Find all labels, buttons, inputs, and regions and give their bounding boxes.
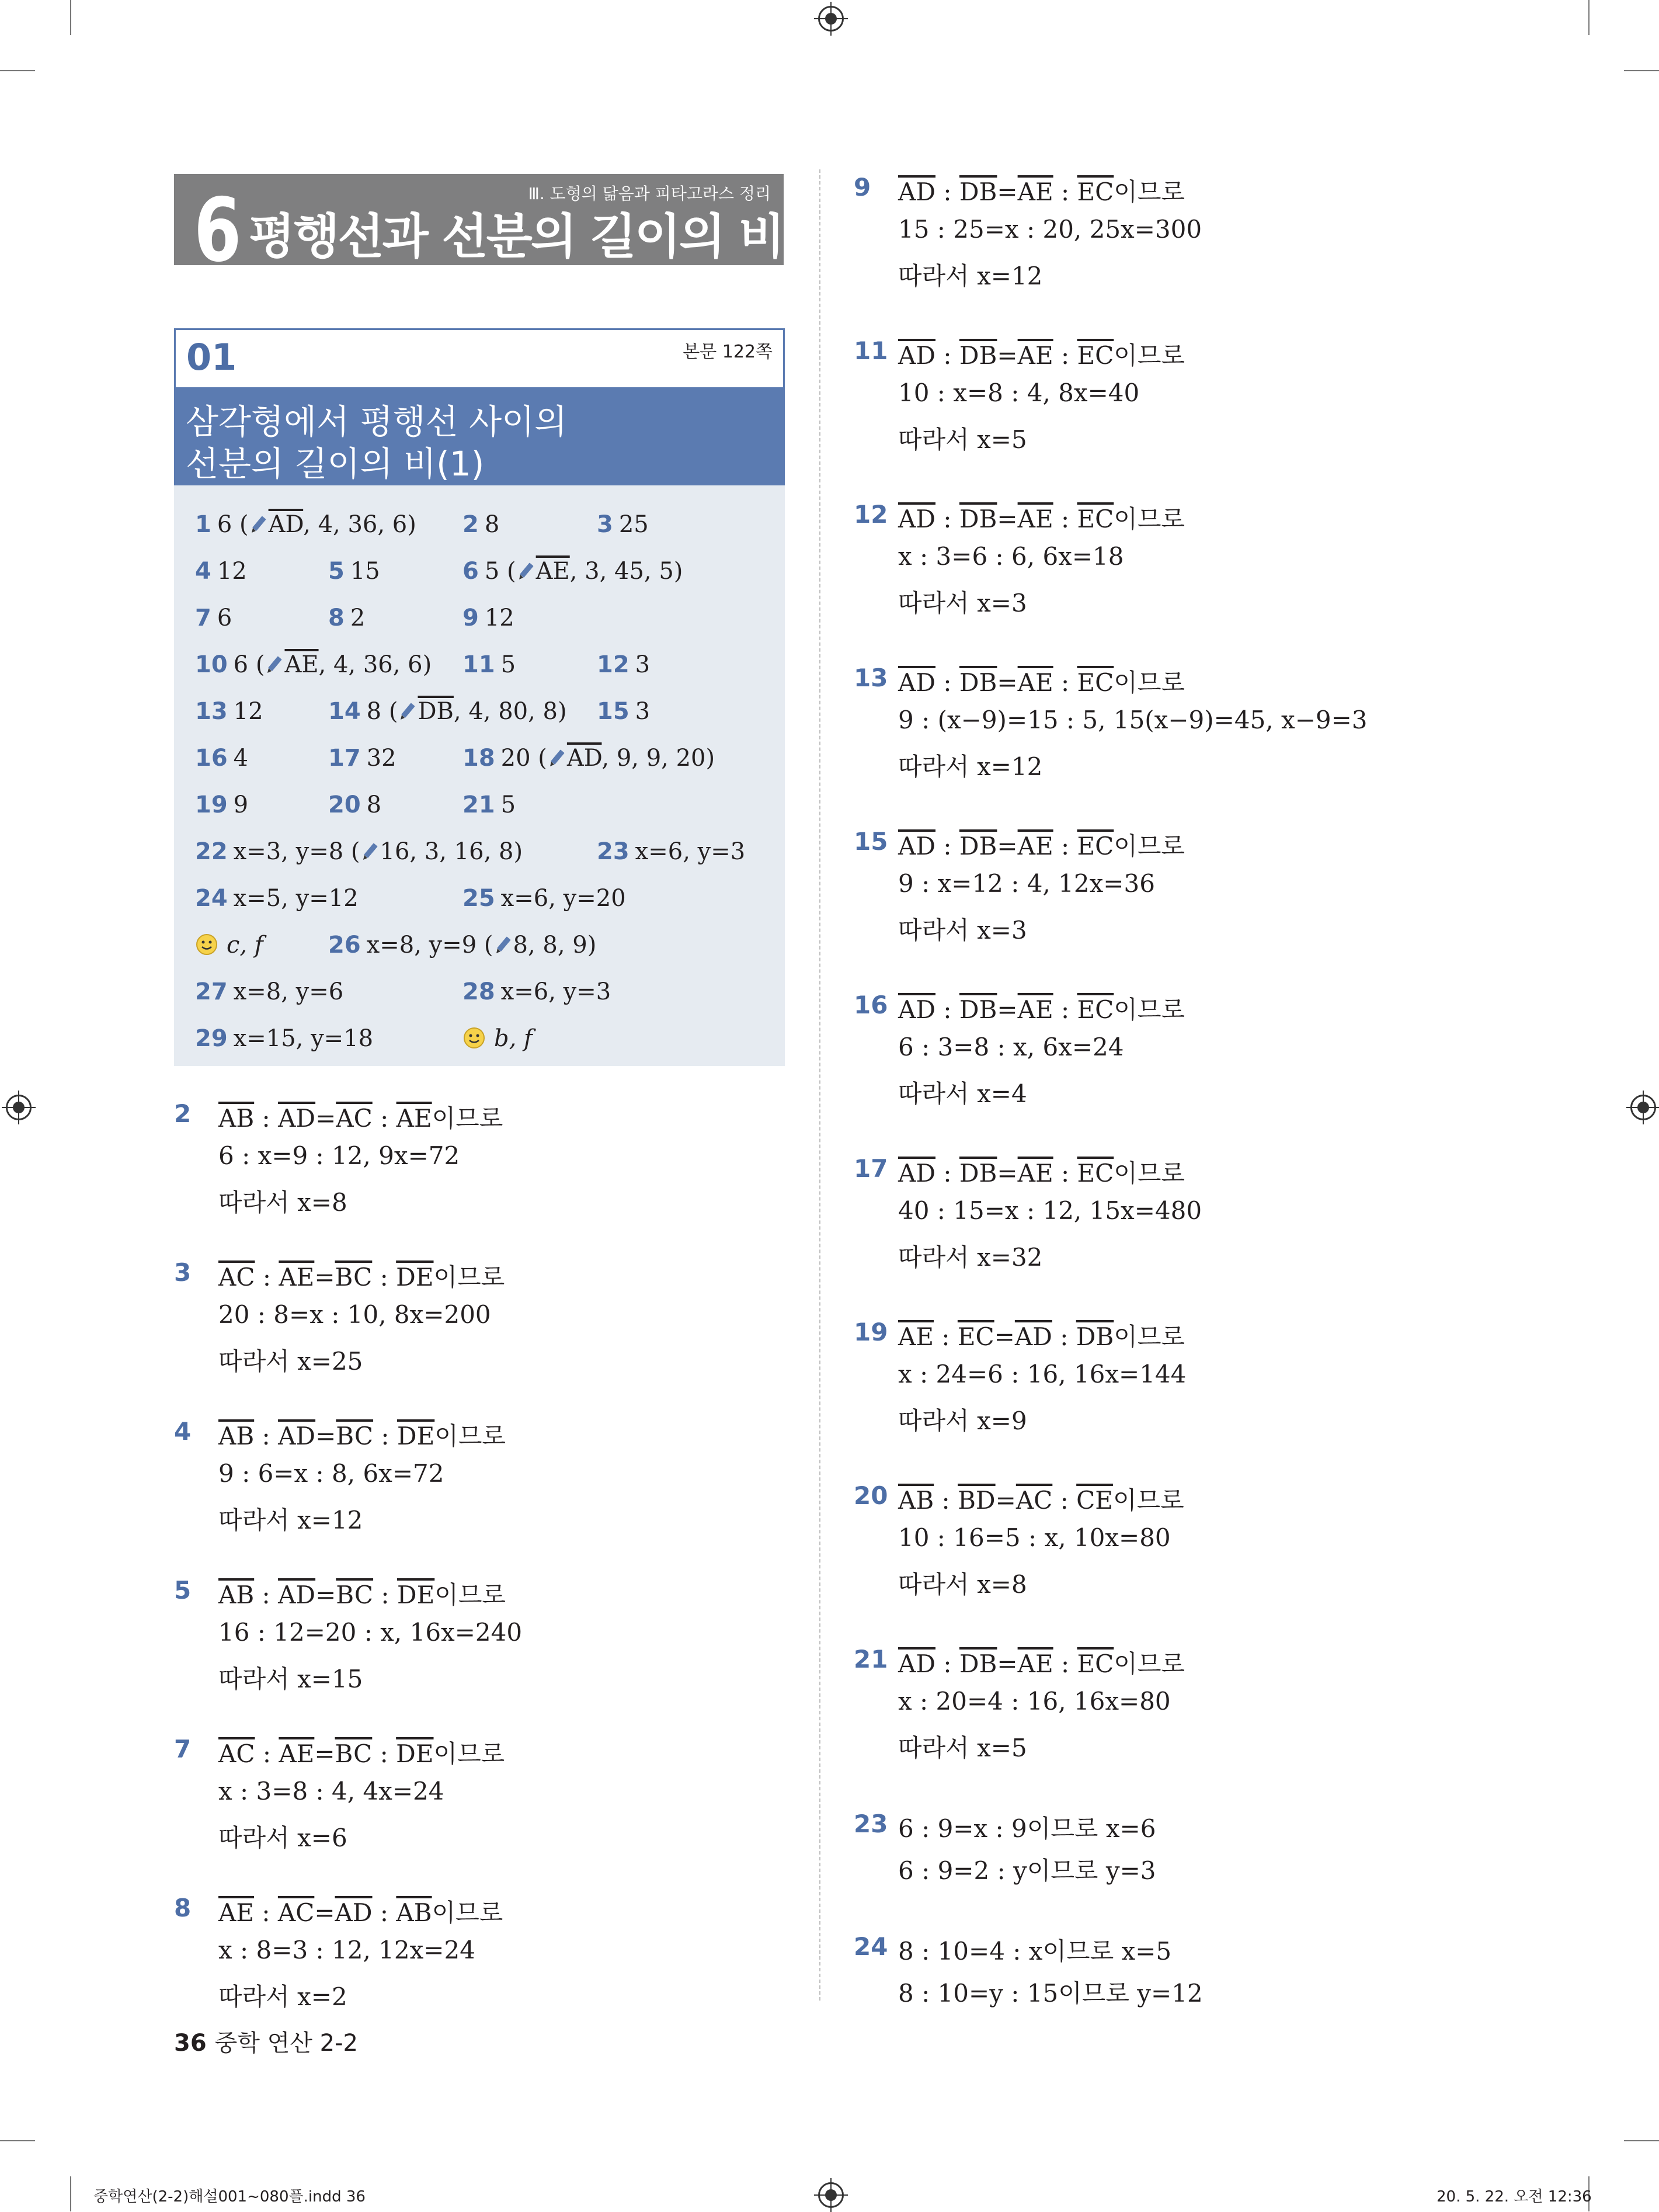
solution-line1: $\overline{AC}$ : $\overline{AE}=\overline{BC}$ : $\overline{DE}$이므로 [218,1739,505,1768]
solution-line2: 15 : 25=x : 20, 25x=300 [898,215,1202,244]
solution-line2: x : 3=6 : 6, 6x=18 [898,542,1124,571]
solution-line1: $\overline{AB}$ : $\overline{AD}=\overline{BC}$ : $\overline{DE}$이므로 [218,1581,506,1609]
answer-item: 28 x=6, y=3 [462,978,611,1005]
crop-mark [70,0,71,35]
chapter-title: 평행선과 선분의 길이의 비 [249,209,783,265]
pencil-icon [547,748,567,768]
solution-line1: $\overline{AB}$ : $\overline{AD}=\overline{AC}$ : $\overline{AE}$이므로 [218,1104,503,1133]
answer-item: 27 x=8, y=6 [195,978,344,1005]
solution-line1: $\overline{AB}$ : $\overline{AD}=\overline{BC}$ : $\overline{DE}$이므로 [218,1422,506,1450]
answer-item: 13 12 [195,698,263,725]
answer-box-header [174,328,785,389]
chapter-number: 6 [194,180,242,282]
page-number: 36 [174,2030,207,2057]
answer-item: 2 8 [462,511,500,538]
solution-number: 15 [854,827,888,856]
solution-number: 19 [854,1318,888,1346]
answer-box-title [174,387,785,485]
solution-line1: $\overline{AD}$ : $\overline{DB}=\overline{AE}$ : $\overline{EC}$이므로 [898,1650,1185,1678]
print-slug-date: 20. 5. 22. 오전 12:36 [1437,2188,1592,2206]
solution-line1: $\overline{AD}$ : $\overline{DB}=\overline{AE}$ : $\overline{EC}$이므로 [898,1159,1185,1187]
answer-item: 4 12 [195,558,247,585]
answer-item: 12 3 [597,651,651,678]
solution-line3: 따라서 x=12 [898,752,1043,781]
answer-item: 19 9 [195,791,249,818]
solution-number: 8 [174,1894,192,1922]
solution-line3: 따라서 x=6 [218,1824,347,1852]
solution-line3: 따라서 x=12 [218,1506,363,1534]
print-slug-file: 중학연산(2-2)해설001~080플.indd 36 [93,2188,366,2206]
registration-mark-icon [1630,1095,1656,1120]
solution-line3: 따라서 x=5 [898,1734,1027,1762]
solution-line3: 따라서 x=8 [218,1188,347,1217]
solution-line2: 9 : 6=x : 8, 6x=72 [218,1459,444,1488]
solution-line2: 6 : 3=8 : x, 6x=24 [898,1033,1124,1061]
solution-number: 21 [854,1645,888,1673]
answer-item: 7 6 [195,605,232,631]
solution-line1: $\overline{AD}$ : $\overline{DB}=\overline{AE}$ : $\overline{EC}$이므로 [898,832,1185,860]
solution-line1: $\overline{AD}$ : $\overline{DB}=\overline{AE}$ : $\overline{EC}$이므로 [898,995,1185,1024]
page-footer [174,2025,358,2058]
column-divider [819,169,820,2001]
pencil-icon [516,561,536,581]
answer-item: 8 2 [328,605,366,631]
solution-line3: 따라서 x=9 [898,1407,1027,1435]
solution-line1: $\overline{AD}$ : $\overline{DB}=\overline{AE}$ : $\overline{EC}$이므로 [898,341,1185,370]
box-number: 01 [186,336,237,378]
answer-item: 6 5 ( $\overline{AE}$, 3, 45, 5) [462,558,683,585]
registration-mark-icon [6,1095,32,1120]
box-title-line2: 선분의 길이의 비(1) [186,444,485,484]
answer-item: 1 6 ( $\overline{AD}$, 4, 36, 6) [195,511,416,538]
answer-item: 24 x=5, y=12 [195,885,359,912]
solution-line3: 따라서 x=15 [218,1665,363,1693]
solution-line3: 따라서 x=32 [898,1243,1043,1272]
answer-item: 21 5 [462,791,516,818]
box-title-line1: 삼각형에서 평행선 사이의 [186,402,568,442]
answer-item: b, f [462,1025,533,1052]
answer-item: 15 3 [597,698,651,725]
section-tag: Ⅲ. 도형의 닮음과 피타고라스 정리 [528,184,771,203]
solution-number: 7 [174,1735,192,1763]
answer-item: 9 12 [462,605,514,631]
solution-number: 16 [854,991,888,1019]
solution-line3: 따라서 x=3 [898,589,1027,617]
solution-number: 9 [854,173,871,202]
solution-line1: $\overline{AC}$ : $\overline{AE}=\overline{BC}$ : $\overline{DE}$이므로 [218,1263,505,1291]
answer-item: 10 6 ( $\overline{AE}$, 4, 36, 6) [195,651,432,678]
solution-line3: 따라서 x=8 [898,1570,1027,1599]
smiley-icon [462,1026,486,1050]
answer-item: 26 x=8, y=9 ( 8, 8, 9) [328,932,597,959]
answer-item: 17 32 [328,745,397,772]
solution-line2: 20 : 8=x : 10, 8x=200 [218,1300,491,1329]
answer-item: 29 x=15, y=18 [195,1025,374,1052]
solution-line2: 40 : 15=x : 12, 15x=480 [898,1196,1202,1225]
answer-item: 14 8 ( $\overline{DB}$, 4, 80, 8) [328,698,567,725]
solution-line3: 따라서 x=5 [898,425,1027,454]
answer-item: 3 25 [597,511,649,538]
solution-line2: 6 : x=9 : 12, 9x=72 [218,1141,460,1170]
solution-line2: 9 : (x−9)=15 : 5, 15(x−9)=45, x−9=3 [898,706,1368,734]
crop-mark [1624,2140,1659,2141]
solution-line1: $\overline{AB}$ : $\overline{BD}=\overline{AC}$ : $\overline{CE}$이므로 [898,1486,1184,1515]
solution-number: 11 [854,336,888,365]
registration-mark-icon [818,2182,844,2208]
solution-number: 17 [854,1154,888,1183]
pencil-icon [249,515,269,534]
answer-item: c, f [195,932,263,959]
solution-number: 20 [854,1481,888,1510]
solution-line1: $\overline{AE}$ : $\overline{EC}=\overline{AD}$ : $\overline{DB}$이므로 [898,1322,1185,1351]
answer-key [174,485,785,1066]
page-reference: 본문 122쪽 [683,342,773,362]
crop-mark [0,2140,35,2141]
pencil-icon [398,702,418,721]
solution-line1: $\overline{AD}$ : $\overline{DB}=\overline{AE}$ : $\overline{EC}$이므로 [898,505,1185,533]
book-title: 중학 연산 2-2 [214,2030,358,2057]
solution-number: 12 [854,500,888,529]
solution-number: 2 [174,1099,192,1128]
solution-line1: $\overline{AD}$ : $\overline{DB}=\overline{AE}$ : $\overline{EC}$이므로 [898,178,1185,206]
solution-line2: x : 24=6 : 16, 16x=144 [898,1360,1187,1388]
solution-line3: 따라서 x=25 [218,1347,363,1376]
solution-line2: 9 : x=12 : 4, 12x=36 [898,869,1155,898]
solution-line2: x : 8=3 : 12, 12x=24 [218,1936,475,1964]
pencil-icon [265,655,284,675]
solution-line3: 따라서 x=4 [898,1079,1027,1108]
solution-line2: x : 3=8 : 4, 4x=24 [218,1777,444,1805]
solution-line3: 따라서 x=12 [898,262,1043,290]
chapter-banner [174,174,784,282]
registration-mark-icon [818,6,844,32]
solution-line2: x : 20=4 : 16, 16x=80 [898,1687,1171,1716]
solution-line1: $\overline{AD}$ : $\overline{DB}=\overline{AE}$ : $\overline{EC}$이므로 [898,668,1185,697]
solution-line2: 10 : x=8 : 4, 8x=40 [898,378,1140,407]
answer-item: 22 x=3, y=8 ( 16, 3, 16, 8) [195,838,523,865]
answer-item: 23 x=6, y=3 [597,838,746,865]
solution-line2: 10 : 16=5 : x, 10x=80 [898,1523,1171,1552]
answer-item: 20 8 [328,791,382,818]
solution-line2: 16 : 12=20 : x, 16x=240 [218,1618,523,1647]
crop-mark [1624,70,1659,71]
pencil-icon [493,935,513,955]
answer-item: 16 4 [195,745,249,772]
solution-number: 5 [174,1576,192,1605]
solution-number: 3 [174,1258,192,1287]
answer-item: 5 15 [328,558,380,585]
smiley-icon [195,933,218,956]
solution-line3: 따라서 x=2 [218,1982,347,2011]
answer-item: 25 x=6, y=20 [462,885,626,912]
pencil-icon [360,842,380,862]
answer-item: 11 5 [462,651,516,678]
solution-line3: 따라서 x=3 [898,916,1027,944]
solution-number: 13 [854,664,888,692]
answer-item: 18 20 ( $\overline{AD}$, 9, 9, 20) [462,745,715,772]
crop-mark [0,70,35,71]
crop-mark [70,2176,71,2211]
solution-line1: $\overline{AE}$ : $\overline{AC}=\overline{AD}$ : $\overline{AB}$이므로 [218,1898,503,1927]
solution-number: 4 [174,1417,192,1446]
crop-mark [1588,0,1590,35]
